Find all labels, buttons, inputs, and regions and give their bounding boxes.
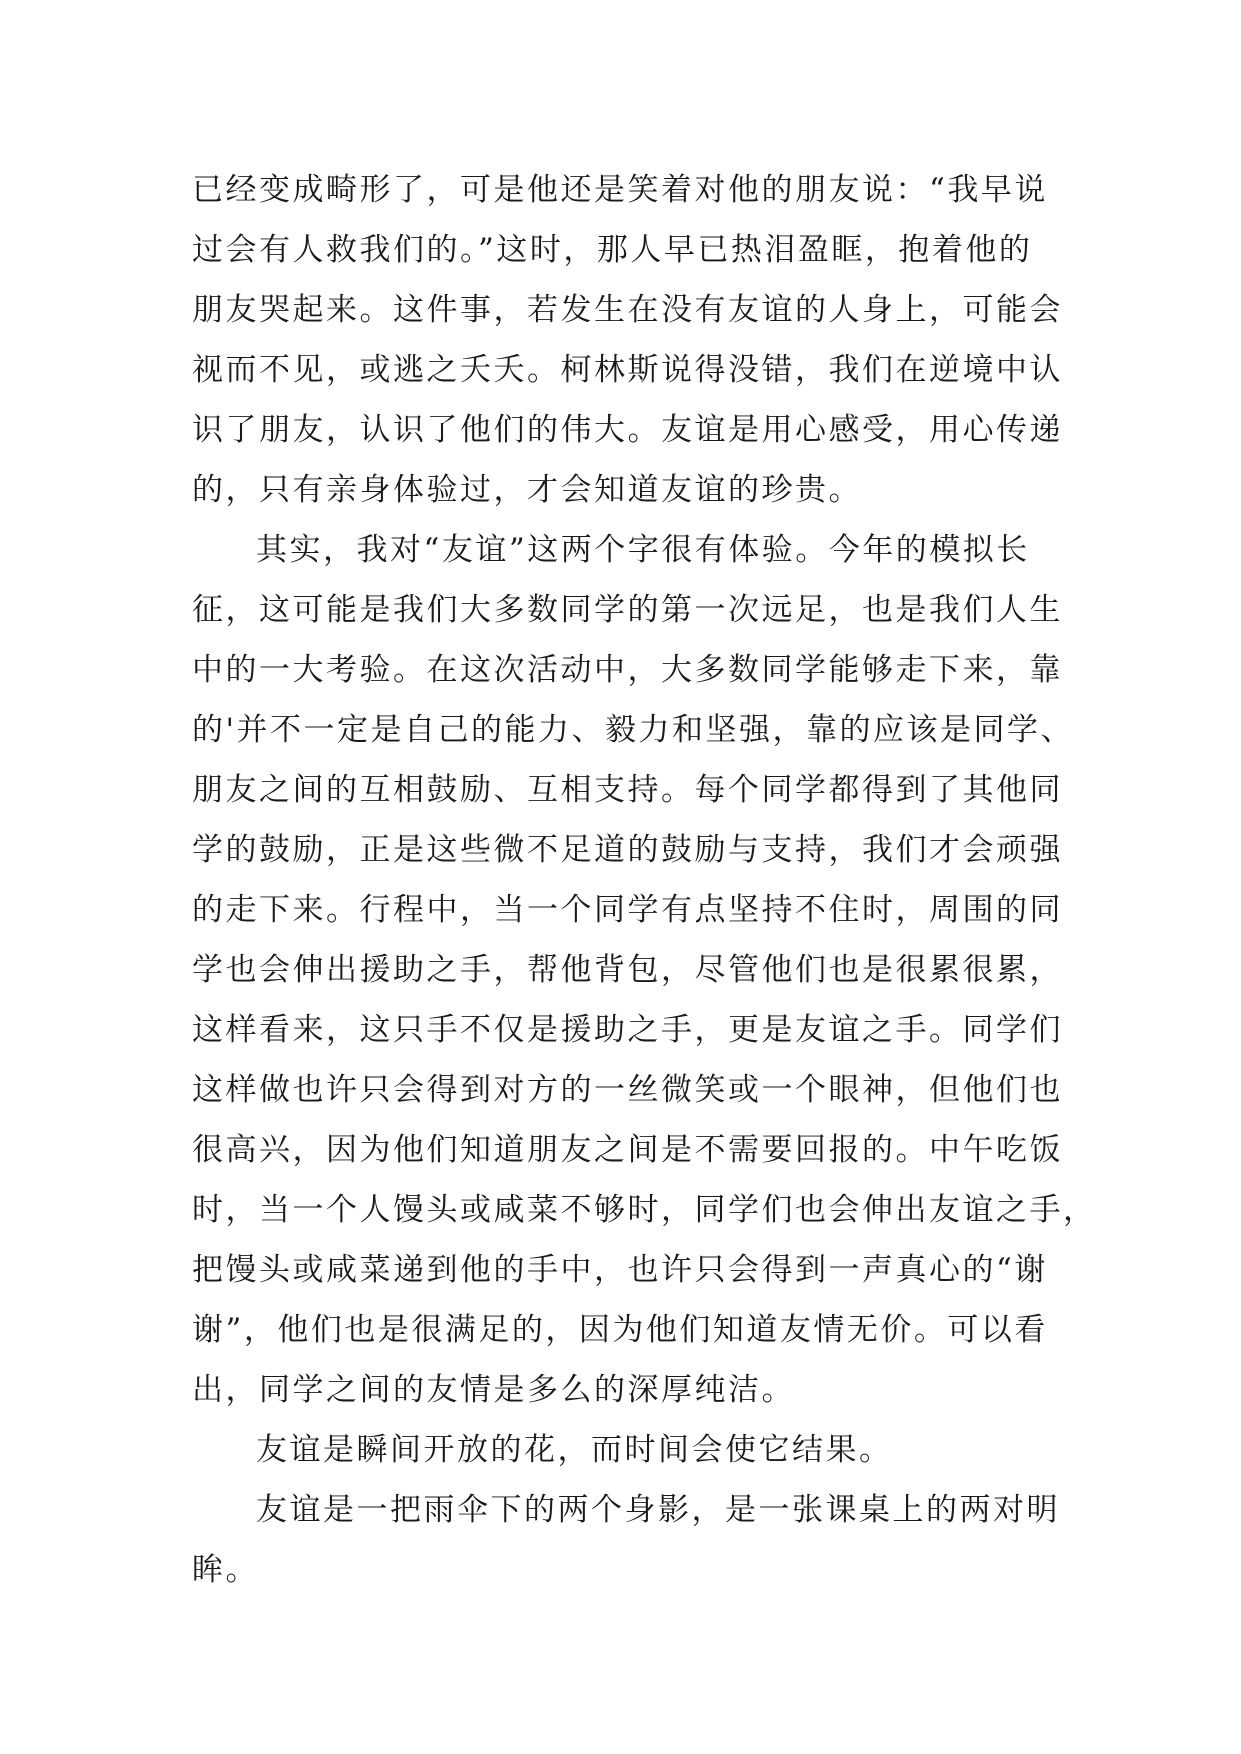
- text-line: 友谊是瞬间开放的花，而时间会使它结果。: [256, 1432, 893, 1468]
- document-body: [192, 160, 1097, 1600]
- text-line: 把馒头或咸菜递到他的手中，也许只会得到一声真心的“谢: [192, 1252, 1048, 1288]
- text-line: 过会有人救我们的。”这时，那人早已热泪盈眶，抱着他的: [192, 232, 1033, 268]
- text-line: 时，当一个人馒头或咸菜不够时，同学们也会伸出友谊之手，: [192, 1192, 1097, 1228]
- text-line: 征，这可能是我们大多数同学的第一次远足，也是我们人生: [192, 592, 1063, 628]
- text-line: 这样看来，这只手不仅是援助之手，更是友谊之手。同学们: [192, 1012, 1063, 1048]
- text-line: 谢”，他们也是很满足的，因为他们知道友情无价。可以看: [192, 1312, 1048, 1348]
- text-line: 朋友哭起来。这件事，若发生在没有友谊的人身上，可能会: [192, 292, 1063, 328]
- text-line: 友谊是一把雨伞下的两个身影，是一张课桌上的两对明: [256, 1492, 1060, 1528]
- text-line: 很高兴，因为他们知道朋友之间是不需要回报的。中午吃饭: [192, 1132, 1063, 1168]
- text-line: 眸。: [192, 1552, 259, 1588]
- text-line: 识了朋友，认识了他们的伟大。友谊是用心感受，用心传递: [192, 412, 1063, 448]
- text-line: 中的一大考验。在这次活动中，大多数同学能够走下来，靠: [192, 652, 1063, 688]
- text-line: 的，只有亲身体验过，才会知道友谊的珍贵。: [192, 472, 862, 508]
- text-line: 学的鼓励，正是这些微不足道的鼓励与支持，我们才会顽强: [192, 832, 1063, 868]
- text-line: 的'并不一定是自己的能力、毅力和坚强，靠的应该是同学、: [192, 712, 1075, 748]
- text-line: 已经变成畸形了，可是他还是笑着对他的朋友说：“我早说: [192, 172, 1048, 208]
- text-line: 其实，我对“友谊”这两个字很有体验。今年的模拟长: [256, 532, 1030, 568]
- text-line: 视而不见，或逃之夭夭。柯林斯说得没错，我们在逆境中认: [192, 352, 1063, 388]
- text-line: 的走下来。行程中，当一个同学有点坚持不住时，周围的同: [192, 892, 1063, 928]
- text-line: 出，同学之间的友情是多么的深厚纯洁。: [192, 1372, 795, 1408]
- text-line: 这样做也许只会得到对方的一丝微笑或一个眼神，但他们也: [192, 1072, 1063, 1108]
- text-line: 朋友之间的互相鼓励、互相支持。每个同学都得到了其他同: [192, 772, 1063, 808]
- text-line: 学也会伸出援助之手，帮他背包，尽管他们也是很累很累，: [192, 952, 1063, 988]
